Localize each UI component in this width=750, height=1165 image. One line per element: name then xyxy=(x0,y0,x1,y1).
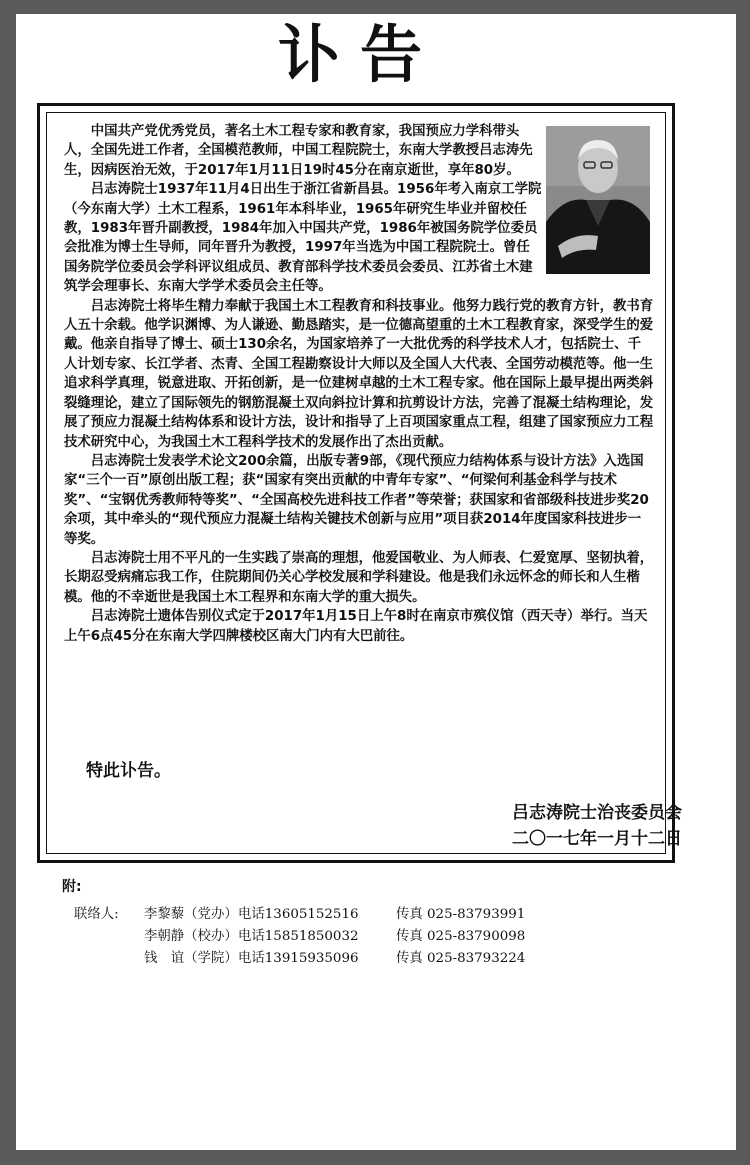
contact-phone: 电话13605152516 xyxy=(238,907,359,922)
contact-row xyxy=(74,948,525,970)
paragraph-ceremony: 吕志涛院士遗体告别仪式定于2017年1月15日上午8时在南京市殡仪馆（西天寺）举行。当天上午6点45分在东南大学四牌楼校区南大门内有大巴前往。 xyxy=(64,609,648,644)
paragraph-achievements: 吕志涛院士发表学术论文200余篇，出版专著9部，《现代预应力结构体系与设计方法》入选国家“三个一百”原创出版工程；获“国家有突出贡献的中青年专家”、“何梁何利基金科学与技术奖”、“宝钢优秀教师特等奖”、“全国高校先进科技工作者”等荣誉；获国家和省部级科技进步奖20余项，其中牵头的“现代预应力混凝土结构关键技术创新与应用”项目获2014年度国家科技进步一等奖。 xyxy=(64,453,649,547)
obituary-body xyxy=(64,122,654,646)
contact-fax: 传真 025-83793224 xyxy=(396,951,526,966)
contact-fax: 传真 025-83793991 xyxy=(396,907,526,922)
paragraph-contribution: 吕志涛院士将毕生精力奉献于我国土木工程教育和科技事业。他努力践行党的教育方针，教书育人五十余载。他学识渊博、为人谦逊、勤恳踏实，是一位德高望重的土木工程教育家，深受学生的爱戴。他亲自指导了博士、硕士130余名，为国家培养了一大批优秀的科学技术人才，包括院士、千人计划专家、长江学者、杰青、全国工程勘察设计大师以及全国人大代表、全国劳动模范等。他一生追求科学真理，锐意进取、开拓创新，是一位建树卓越的土木工程专家。他在国际上最早提出两类斜裂缝理论，建立了国际领先的钢筋混凝土双向斜拉计算和抗剪设计方法，完善了混凝土结构理论，发展了预应力混凝土结构体系和设计方法，设计和指导了上百项国家重点工程，组建了国家预应力工程技术研究中心，为我国土木工程科学技术的发展作出了杰出贡献。 xyxy=(64,298,654,450)
contact-phone: 电话13915935096 xyxy=(238,951,359,966)
paragraph-biography: 吕志涛院士1937年11月4日出生于浙江省新昌县。1956年考入南京工学院（今东南大学）土木工程系，1961年本科毕业，1965年研究生毕业并留校任教，1983年晋升副教授，1984年加入中国共产党，1986年被国务院学位委员会批准为博士生导师，同年晋升为教授，1997年当选为中国工程院院士。曾任国务院学位委员会学科评议组成员、教育部科学技术委员会委员、江苏省土木建筑学会理事长、东南大学学术委员会主任等。 xyxy=(64,182,542,295)
contact-row xyxy=(74,904,525,926)
paragraph-character: 吕志涛院士用不平凡的一生实践了崇高的理想，他爱国敬业、为人师表、仁爱宽厚、坚韧执着，长期忍受病痛忘我工作，住院期间仍关心学校发展和学科建设。他是我们永远怀念的师长和人生楷模。他的不幸逝世是我国土木工程界和东南大学的重大损失。 xyxy=(64,550,654,605)
contact-row xyxy=(74,926,525,948)
signature-date: 二〇一七年一月十二日 xyxy=(512,829,682,849)
contact-fax: 传真 025-83790098 xyxy=(396,929,526,944)
signature-committee: 吕志涛院士治丧委员会 xyxy=(512,803,682,823)
signature-block xyxy=(512,800,682,852)
contact-phone: 电话15851850032 xyxy=(238,929,359,944)
contact-name: 李朝静（校办） xyxy=(144,929,238,944)
contact-name: 李黎藜（党办） xyxy=(144,907,238,922)
closing-phrase: 特此讣告。 xyxy=(86,761,171,781)
attachment-label: 附: xyxy=(62,879,82,895)
contact-list xyxy=(74,904,525,970)
contact-name: 钱 谊（学院） xyxy=(144,951,238,966)
page-title: 讣告 xyxy=(277,18,442,91)
contact-label: 联络人: xyxy=(74,907,119,922)
paragraph-intro: 中国共产党优秀党员，著名土木工程专家和教育家，我国预应力学科带头人，全国先进工作者，全国模范教师，中国工程院院士，东南大学教授吕志涛先生，因病医治无效，于2017年1月11日19时45分在南京逝世，享年80岁。 xyxy=(64,124,533,178)
